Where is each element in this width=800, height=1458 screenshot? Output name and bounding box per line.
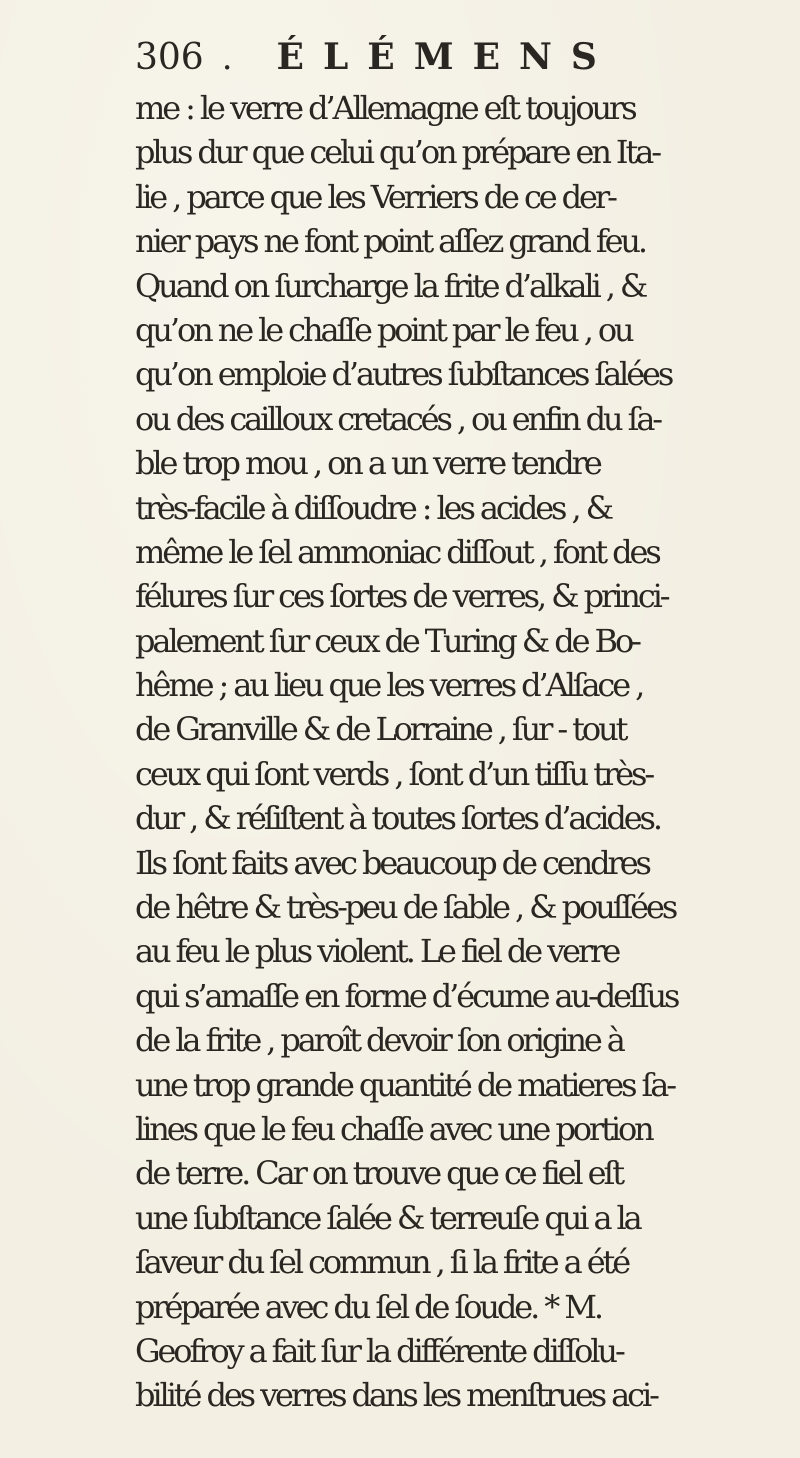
text-line: lie , parce que les Verriers de ce der- (135, 177, 615, 216)
text-line: palement ſur ceux de Turing & de Bo- (135, 621, 639, 660)
text-line: ou des cailloux cretacés , ou enfin du ſa- (135, 399, 661, 438)
text-line: une trop grande quantité de matieres ſa- (135, 1065, 674, 1104)
text-line: une ſubſtance ſalée & terreuſe qui a la (135, 1198, 640, 1237)
text-line: ble trop mou , on a un verre tendre (135, 444, 600, 483)
text-line: de terre. Car on trouve que ce fiel eſt (135, 1154, 622, 1193)
text-line: félures ſur ces ſortes de verres, & princi- (135, 577, 668, 616)
text-line: lines que le feu chaſſe avec une portion (135, 1109, 652, 1148)
text-line: qu’on emploie d’autres ſubſtances ſalées (135, 355, 672, 394)
text-line: au feu le plus violent. Le fiel de verre (135, 932, 619, 971)
running-title: ÉLÉMENS (276, 36, 616, 78)
text-line: qu’on ne le chaſſe point par le feu , ou (135, 310, 632, 349)
text-line: nier pays ne font point aſſez grand feu. (135, 222, 646, 261)
text-line: Geofroy a fait ſur la différente diſſolu- (135, 1331, 623, 1370)
text-line: dur , & réſiſtent à toutes ſortes d’acides. (135, 799, 660, 838)
text-line: me : le verre d’Allemagne eſt toujours (135, 89, 635, 127)
text-line: bilité des verres dans les menſtrues aci- (135, 1376, 657, 1415)
text-line: Quand on ſurcharge la frite d’alkali , & (135, 266, 646, 305)
header-separator: . (221, 38, 233, 78)
text-line: de la frite , paroît devoir ſon origine à (135, 1021, 623, 1060)
text-line: ceux qui ſont verds , ſont d’un tiſſu très- (135, 754, 653, 793)
text-line: hême ; au lieu que les verres d’Alſace , (135, 666, 643, 705)
text-line: de hêtre & très-peu de ſable , & pouſſées (135, 888, 676, 927)
text-line: Ils ſont faits avec beaucoup de cendres (135, 843, 649, 882)
page-number: 306 (135, 37, 204, 78)
text-line: qui s’amaſſe en forme d’écume au-deſſus (135, 976, 678, 1015)
text-line: plus dur que celui qu’on prépare en Ita- (135, 133, 659, 172)
text-line: même le ſel ammoniac diſſout , font des (135, 532, 659, 571)
text-line: préparée avec du ſel de ſoude. * M. (135, 1287, 601, 1326)
running-head (135, 36, 616, 86)
body-text (135, 86, 800, 1418)
text-line: ſaveur du ſel commun , ſi la frite a été (135, 1243, 629, 1282)
text-line: très-facile à diſſoudre : les acides , & (135, 488, 611, 527)
text-line: de Granville & de Lorraine , ſur - tout (135, 710, 626, 749)
